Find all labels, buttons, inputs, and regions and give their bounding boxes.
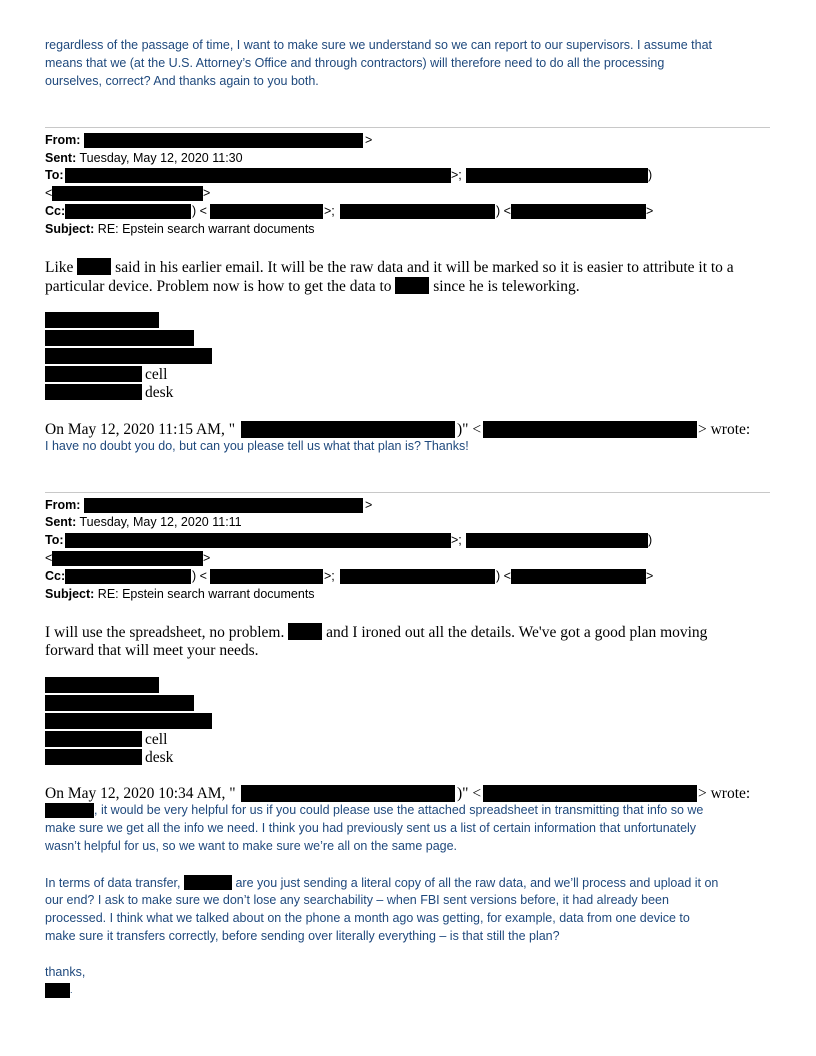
intro-line-3: ourselves, correct? And thanks again to you both. (45, 74, 319, 88)
redaction (45, 731, 142, 747)
redaction (65, 533, 451, 548)
cc-paren: ) < (496, 204, 511, 218)
to-gt: > (203, 551, 211, 565)
sent-value: Tuesday, May 12, 2020 11:11 (76, 515, 242, 529)
cc-sep: >; (324, 569, 335, 583)
quote-attribution-1 (45, 421, 235, 439)
from-label: From: (45, 133, 81, 147)
redaction (52, 186, 203, 201)
redaction (395, 277, 429, 294)
body-text: In terms of data transfer, (45, 876, 181, 890)
redaction (483, 421, 697, 438)
quote-attribution-2 (45, 785, 236, 803)
sent-label: Sent: (45, 151, 77, 165)
cc-sep: >; (324, 204, 335, 218)
to-lt: < (45, 186, 53, 200)
to-sep: >; (451, 533, 462, 547)
quoted-line-2: make sure we get all the info we need. I think you had previously sent us a list of certain information that unfortunately (45, 821, 697, 835)
sign-dot: . (70, 985, 73, 995)
redaction (340, 569, 495, 584)
subject-row (45, 222, 315, 236)
quoted-line-3: wasn’t helpful for us, so we want to make sure we’re all on the same page. (45, 839, 458, 853)
to-row (45, 533, 64, 547)
quote-mid: )" < (457, 785, 482, 802)
cc-label: Cc: (45, 569, 66, 583)
to-label: To: (45, 533, 64, 547)
quoted-p2-line-3: processed. I think what we talked about on the phone a month ago was getting, for example, data from one device to (45, 911, 690, 925)
cc-paren: ) < (192, 204, 207, 218)
intro-line-2: means that we (at the U.S. Attorney’s Office and through contractors) will therefore need to do all the processing (45, 56, 665, 70)
email1-body-line1 (45, 258, 734, 277)
to-close: ) (648, 168, 653, 182)
redaction (483, 785, 697, 802)
body-text: particular device. Problem now is how to get the data to (45, 278, 392, 295)
body-text: and I ironed out all the details. We've got a good plan moving (326, 624, 708, 641)
redaction (45, 803, 94, 818)
cc-paren: ) < (496, 569, 511, 583)
redaction (45, 348, 212, 364)
quoted-line-1: , it would be very helpful for us if you could please use the attached spreadsheet in transmitting that info so we (94, 803, 704, 817)
cell-label: cell (145, 731, 168, 748)
to-sep: >; (451, 168, 462, 182)
body-text: since he is teleworking. (433, 278, 580, 295)
quote-mid: )" < (457, 421, 482, 438)
redaction (210, 569, 323, 584)
subject-label: Subject: (45, 222, 95, 236)
cc-paren: ) < (192, 569, 207, 583)
quote-date: May 12, 2020 10:34 AM, " (67, 785, 236, 802)
redaction (241, 421, 455, 438)
sent-label: Sent: (45, 515, 77, 529)
redaction (511, 569, 646, 584)
redaction (84, 498, 363, 513)
email2-body-line1 (45, 623, 707, 642)
redaction (511, 204, 646, 219)
desk-label: desk (145, 749, 174, 766)
cc-row (45, 569, 65, 583)
cell-label: cell (145, 366, 168, 383)
cc-end: > (646, 204, 654, 218)
quoted-p2-line-1 (45, 875, 718, 890)
redaction (65, 168, 451, 183)
closing: thanks, (45, 965, 86, 979)
from-label: From: (45, 498, 81, 512)
redaction (45, 983, 70, 998)
email2-body-line2: forward that will meet your needs. (45, 642, 259, 659)
from-row (45, 498, 80, 512)
redaction (45, 312, 159, 328)
redaction (288, 623, 322, 640)
sent-value: Tuesday, May 12, 2020 11:30 (76, 151, 243, 165)
sent-row (45, 151, 243, 165)
from-row (45, 133, 80, 147)
redaction (65, 204, 191, 219)
to-label: To: (45, 168, 64, 182)
redaction (45, 713, 212, 729)
wrote-label: > wrote: (698, 785, 751, 802)
redaction (466, 533, 648, 548)
divider-2 (45, 492, 770, 493)
to-row (45, 168, 64, 182)
redaction (45, 749, 142, 765)
redaction (45, 695, 194, 711)
quoted-text-1: I have no doubt you do, but can you please tell us what that plan is? Thanks! (45, 439, 469, 453)
quoted-p2-line-2: our end? I ask to make sure we don’t lose any searchability – when FBI sent versions before, it had already been (45, 893, 669, 907)
quote-date: May 12, 2020 11:15 AM, " (67, 421, 236, 438)
sent-row (45, 515, 242, 529)
redaction (466, 168, 648, 183)
intro-line-1: regardless of the passage of time, I want to make sure we understand so we can report to our supervisors. I assume that (45, 38, 713, 52)
cc-end: > (646, 569, 654, 583)
body-text: said in his earlier email. It will be the raw data and it will be marked so it is easier to attribute it to a (115, 259, 734, 276)
redaction (77, 258, 111, 275)
redaction (45, 677, 159, 693)
divider-1 (45, 127, 770, 128)
redaction (241, 785, 455, 802)
redaction (45, 384, 142, 400)
to-close: ) (648, 533, 653, 547)
on-prefix: On (45, 421, 68, 438)
on-prefix: On (45, 785, 68, 802)
cc-row (45, 204, 65, 218)
subject-value: RE: Epstein search warrant documents (94, 222, 315, 236)
redaction (45, 366, 142, 382)
from-gt: > (365, 133, 373, 147)
body-text: I will use the spreadsheet, no problem. (45, 624, 285, 641)
subject-value: RE: Epstein search warrant documents (94, 587, 315, 601)
to-lt: < (45, 551, 53, 565)
cc-label: Cc: (45, 204, 66, 218)
redaction (210, 204, 323, 219)
quoted-p2-line-4: make sure it transfers correctly, before sending over literally everything – is that still the plan? (45, 929, 560, 943)
redaction (340, 204, 495, 219)
body-text: Like (45, 259, 74, 276)
desk-label: desk (145, 384, 174, 401)
email1-body-line2 (45, 277, 580, 296)
redaction (52, 551, 203, 566)
to-gt: > (203, 186, 211, 200)
wrote-label: > wrote: (698, 421, 751, 438)
body-text: are you just sending a literal copy of all the raw data, and we’ll process and upload it on (235, 876, 719, 890)
redaction (84, 133, 363, 148)
subject-label: Subject: (45, 587, 95, 601)
redaction (184, 875, 232, 890)
subject-row (45, 587, 315, 601)
from-gt: > (365, 498, 373, 512)
redaction (45, 330, 194, 346)
redaction (65, 569, 191, 584)
